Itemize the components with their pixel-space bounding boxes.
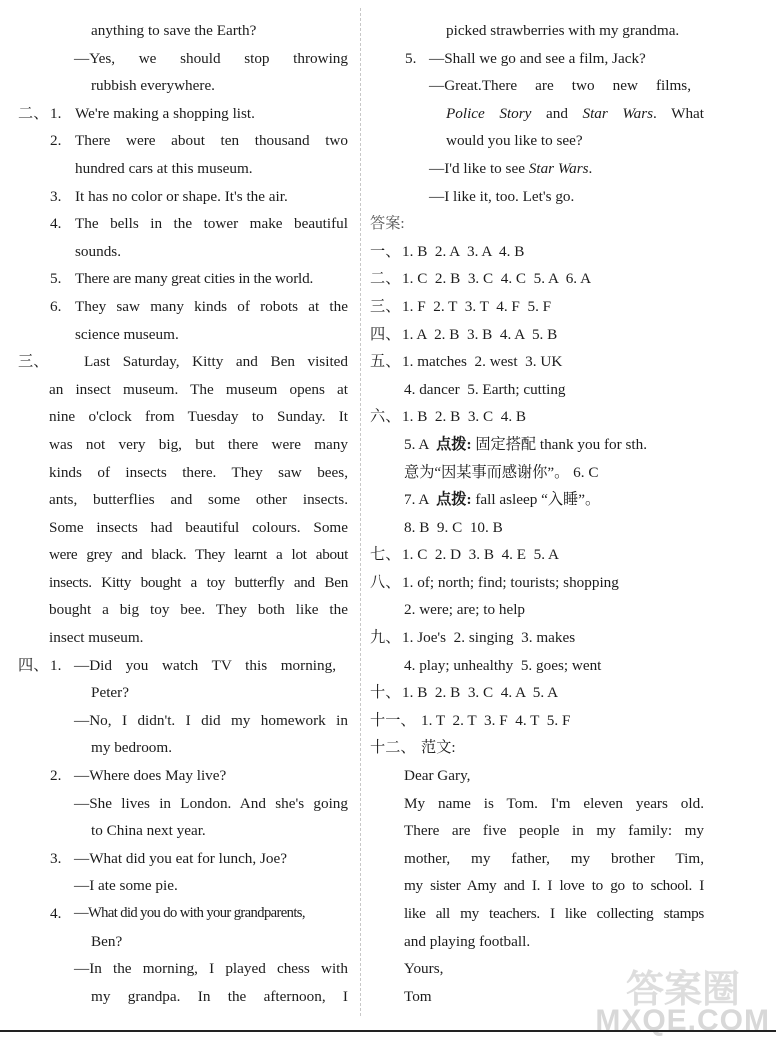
- dialog-line: —What did you do with your grandparents,: [74, 905, 305, 921]
- answer-row-2: [367, 265, 772, 293]
- section-label: 十、: [370, 684, 401, 702]
- answer-text: 2. were; are; to help: [404, 601, 526, 619]
- item-text: We're making a shopping list.: [75, 104, 255, 122]
- essay-line: like all my teachers. I like collecting stamps: [404, 905, 704, 922]
- dialog-line: —In the morning, I played chess with: [74, 960, 348, 978]
- answer-row-10: [367, 679, 772, 707]
- item-text: There are many great cities in the world.: [75, 270, 314, 288]
- text-line: —Yes, we should stop throwing: [74, 49, 348, 67]
- item-text: It has no color or shape. It's the air.: [75, 187, 288, 205]
- section-4-dialog-3: [0, 845, 356, 873]
- section-label: 十二、: [370, 739, 416, 757]
- section-label: 三、: [370, 297, 401, 315]
- section-label: 九、: [370, 629, 401, 647]
- answer-text: [367, 486, 772, 514]
- section-2-item-4: [0, 210, 356, 238]
- text-fragment: 5. A: [404, 435, 437, 453]
- section-label: 七、: [370, 546, 401, 564]
- answer-text: 1. T 2. T 3. F 4. T 5. F: [421, 711, 571, 729]
- watermark-logo: 答案圈: [625, 967, 740, 1011]
- section-label: 八、: [370, 573, 401, 591]
- answer-text: 1. matches 2. west 3. UK: [402, 353, 563, 371]
- text-fragment: and: [545, 104, 568, 122]
- answer-text: 1. C 2. D 3. B 4. E 5. A: [402, 546, 559, 564]
- essay-signature: Tom: [404, 987, 432, 1005]
- section-label: 三、: [18, 353, 49, 371]
- answer-row-11: [367, 707, 772, 735]
- answer-row-8: [367, 569, 772, 597]
- answer-text: 8. B 9. C 10. B: [404, 518, 503, 536]
- text-fragment: 7. A: [404, 491, 437, 509]
- answer-text: 1. B 2. A 3. A 4. B: [402, 242, 525, 260]
- item-text: The bells in the tower make beautiful: [75, 215, 348, 233]
- dialog-line: my bedroom.: [91, 739, 172, 757]
- paragraph-text: Last Saturday, Kitty and Ben visited: [84, 353, 348, 371]
- section-2-item-5: [0, 265, 356, 293]
- section-4-dialog-1: [0, 652, 356, 680]
- section-2-item-6: [0, 293, 356, 321]
- section-label: 四、: [370, 325, 401, 343]
- section-label: 二、: [18, 104, 49, 122]
- paragraph-text: an insect museum. The museum opens at: [49, 380, 348, 398]
- section-2-item-1: [0, 100, 356, 128]
- item-number: 1.: [50, 104, 62, 122]
- film-title: Police Story: [446, 104, 532, 122]
- paragraph-text: kinds of insects there. They saw bees,: [49, 463, 348, 481]
- dialog-line: my grandpa. In the afternoon, I: [91, 987, 348, 1005]
- text-fragment: —I'd like to see: [429, 159, 529, 177]
- text-line: rubbish everywhere.: [91, 77, 215, 95]
- right-column: [367, 17, 772, 1010]
- text-fragment: 固定搭配 thank you for sth.: [471, 435, 648, 453]
- item-text-cont: science museum.: [75, 325, 179, 343]
- dialog-line: [367, 155, 772, 183]
- section-label: 十一、: [370, 711, 416, 729]
- answer-row-6: [367, 403, 772, 431]
- dialog-line: —I ate some pie.: [74, 877, 178, 895]
- dialog-line: would you like to see?: [446, 132, 583, 150]
- paragraph-text: ants, butterflies and some other insects.: [49, 491, 348, 509]
- sample-essay-title: 范文:: [421, 739, 456, 757]
- dialog-line: —No, I didn't. I did my homework in: [74, 711, 348, 729]
- dialog-line: —Did you watch TV this morning,: [74, 656, 336, 674]
- dialog-line: Peter?: [91, 684, 129, 702]
- watermark: [586, 958, 770, 1038]
- dialog-line: picked strawberries with my grandma.: [446, 22, 680, 39]
- answer-text: 1. of; north; find; tourists; shopping: [402, 573, 619, 591]
- answer-row-7: [367, 541, 772, 569]
- paragraph-text: were grey and black. They learnt a lot about: [49, 546, 348, 564]
- item-number: 4.: [50, 905, 62, 922]
- section-3-line: [0, 348, 356, 376]
- answer-text: 1. B 2. B 3. C 4. A 5. A: [402, 684, 559, 702]
- answer-text: [367, 431, 772, 459]
- item-number: 6.: [50, 297, 62, 315]
- item-number: 1.: [50, 656, 62, 674]
- dialog-line: —Shall we go and see a film, Jack?: [429, 49, 646, 67]
- item-text-cont: hundred cars at this museum.: [75, 159, 253, 177]
- dialog-line: —Where does May live?: [74, 767, 227, 785]
- section-4-dialog-2: [0, 762, 356, 790]
- text-line: anything to save the Earth?: [91, 22, 257, 39]
- answer-text: 1. Joe's 2. singing 3. makes: [402, 629, 576, 647]
- item-number: 5.: [405, 49, 417, 67]
- essay-line: and playing football.: [404, 932, 531, 950]
- page-bottom-rule: [0, 1030, 776, 1032]
- left-column: [0, 17, 356, 1010]
- film-title: Star Wars: [528, 159, 589, 177]
- answer-text: 1. F 2. T 3. T 4. F 5. F: [402, 297, 552, 315]
- text-fragment: fall asleep “入睡”。: [471, 491, 601, 509]
- section-4-dialog-5: [367, 45, 772, 73]
- section-label: 六、: [370, 408, 401, 426]
- dialog-line: [446, 100, 704, 128]
- section-2-item-3: [0, 183, 356, 211]
- section-4-dialog-4: [0, 900, 356, 928]
- item-text: There were about ten thousand two: [75, 132, 348, 150]
- answer-text: 4. play; unhealthy 5. goes; went: [404, 656, 602, 674]
- answer-row-1: [367, 238, 772, 266]
- answer-row-3: [367, 293, 772, 321]
- item-text-cont: sounds.: [75, 242, 121, 260]
- paragraph-text: insects. Kitty bought a toy butterfly and Ben: [49, 573, 348, 591]
- column-divider: [360, 8, 361, 1016]
- essay-line: mother, my father, my brother Tim,: [404, 849, 704, 867]
- dialog-line: Ben?: [91, 932, 123, 950]
- paragraph-text: bought a big toy bee. They both like the: [49, 601, 348, 619]
- section-label: 四、: [18, 656, 49, 674]
- answer-text: 4. dancer 5. Earth; cutting: [404, 380, 566, 398]
- essay-line: My name is Tom. I'm eleven years old.: [404, 794, 704, 812]
- dialog-line: —I like it, too. Let's go.: [429, 187, 575, 205]
- paragraph-text: was not very big, but there were many: [49, 435, 348, 453]
- dialog-line: —What did you eat for lunch, Joe?: [74, 849, 287, 867]
- essay-line: There are five people in my family: my: [404, 822, 704, 840]
- film-title: Star Wars: [582, 104, 654, 122]
- answer-text: 意为“因某事而感谢你”。 6. C: [404, 463, 599, 481]
- item-number: 2.: [50, 767, 62, 785]
- item-number: 2.: [50, 132, 62, 150]
- essay-closing: Yours,: [404, 960, 444, 978]
- section-2-item-2: [0, 127, 356, 155]
- dialog-line: —Great.There are two new films,: [429, 77, 691, 95]
- section-label: 五、: [370, 353, 401, 371]
- answer-text: 1. A 2. B 3. B 4. A 5. B: [402, 325, 558, 343]
- watermark-site: MXQE.COM: [595, 1004, 770, 1037]
- answer-text: 1. B 2. B 3. C 4. B: [402, 408, 527, 426]
- dialog-line: to China next year.: [91, 822, 206, 840]
- text-fragment: .: [588, 159, 593, 177]
- item-number: 3.: [50, 849, 62, 867]
- answer-text: 1. C 2. B 3. C 4. C 5. A 6. A: [402, 270, 592, 288]
- answers-heading: 答案:: [370, 215, 405, 233]
- essay-line: Dear Gary,: [404, 767, 471, 785]
- answer-row-12: [367, 734, 772, 762]
- answer-row-9: [367, 624, 772, 652]
- paragraph-text: nine o'clock from Tuesday to Sunday. It: [49, 408, 348, 426]
- paragraph-text: insect museum.: [49, 629, 144, 647]
- item-number: 5.: [50, 270, 62, 288]
- answer-row-5: [367, 348, 772, 376]
- item-text: They saw many kinds of robots at the: [75, 297, 348, 315]
- essay-line: my sister Amy and I. I love to go to school. I: [404, 877, 704, 895]
- section-label: 二、: [370, 270, 401, 288]
- item-number: 3.: [50, 187, 62, 205]
- answer-row-4: [367, 321, 772, 349]
- text-fragment: . What: [653, 104, 704, 122]
- tip-label: 点拨:: [436, 435, 472, 453]
- tip-label: 点拨:: [436, 491, 472, 509]
- section-label: 一、: [370, 242, 401, 260]
- item-number: 4.: [50, 215, 62, 233]
- dialog-line: —She lives in London. And she's going: [74, 794, 348, 812]
- paragraph-text: Some insects had beautiful colours. Some: [49, 518, 348, 536]
